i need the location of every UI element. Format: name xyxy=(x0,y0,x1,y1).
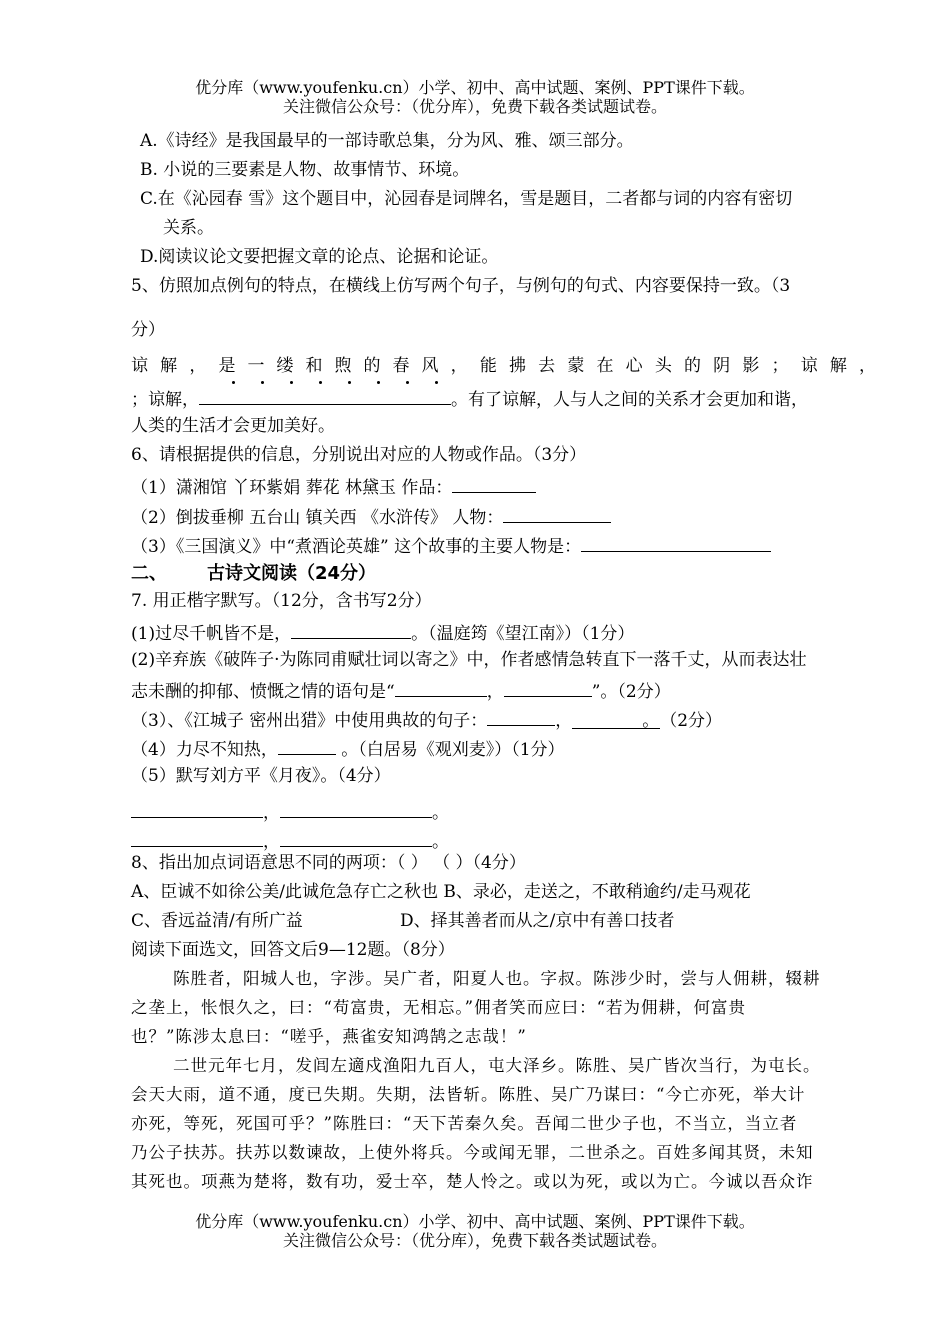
q7-item5-blank2[interactable] xyxy=(280,799,432,818)
q4-option-a: A.《诗经》是我国最早的一部诗歌总集，分为风、雅、颂三部分。 xyxy=(140,131,634,151)
q6-item3: （3）《三国演义》中“煮酒论英雄” 这个故事的主要人物是： xyxy=(131,533,771,558)
example-lead: 谅解， xyxy=(131,356,219,376)
page-header-line1: 优分库（www.youfenku.cn）小学、初中、高中试题、案例、PPT课件下载。 xyxy=(195,78,755,97)
section-heading: 二、 古诗文阅读（24分） xyxy=(131,563,377,584)
dotted-char: 煦 xyxy=(334,356,364,376)
q4-option-c-line1: C.在《沁园春 雪》这个题目中，沁园春是词牌名，雪是题目，二者都与词的内容有密切 xyxy=(140,189,793,209)
q4-option-d: D.阅读议论文要把握文章的论点、论据和论证。 xyxy=(140,247,499,267)
example-plain-phrase: 能拂去蒙在心头的阴影； xyxy=(479,356,801,376)
dotted-char: 春 xyxy=(392,356,422,376)
q7-item3-blank1[interactable] xyxy=(487,707,555,726)
passage-p1-line1: 陈胜者，阳城人也，字涉。吴广者，阳夏人也。字叔。陈涉少时，尝与人佣耕，辍耕 xyxy=(173,969,821,988)
passage-p1-line2: 之垄上，怅恨久之，曰：“苟富贵，无相忘。”佣者笑而应曰：“若为佣耕，何富贵 xyxy=(131,998,747,1017)
passage-p2-line3: 亦死，等死，死国可乎？”陈胜曰：“天下苦秦久矣。吾闻二世少子也，不当立，当立者 xyxy=(131,1114,798,1133)
q6-item2: （2）倒拔垂柳 五台山 镇关西 《水浒传》 人物： xyxy=(131,504,611,529)
example-tail: 谅解， xyxy=(800,356,889,376)
q7-item5-blank4[interactable] xyxy=(280,828,432,847)
q6-item3-blank[interactable] xyxy=(581,533,771,552)
dotted-char: 一 xyxy=(247,356,277,376)
dotted-char: 风 xyxy=(421,356,451,376)
q5-answer-line: ；谅解， 。有了谅解，人与人之间的关系才会更加和谐， xyxy=(131,386,808,411)
q7-item4-blank[interactable] xyxy=(278,736,336,755)
q7-item2-blank2[interactable] xyxy=(504,678,592,697)
q4-option-b: B. 小说的三要素是人物、故事情节、环境。 xyxy=(140,160,470,180)
q7-item5: （5）默写刘方平《月夜》。（4分） xyxy=(131,766,391,786)
q7-item2-line2: 志未酬的抑郁、愤慨之情的语句是“ ， ”。（2分） xyxy=(131,678,671,703)
q4-option-c-line2: 关系。 xyxy=(163,218,214,238)
dotted-char: 的 xyxy=(363,356,393,376)
passage-p2-line2: 会天大雨，道不通，度已失期。失期，法皆斩。陈胜、吴广乃谋曰：“今亡亦死，举大计 xyxy=(131,1085,806,1104)
page-footer-line2: 关注微信公众号：（优分库），免费下载各类试题试卷。 xyxy=(282,1231,667,1250)
q8-options-ab: A、臣诚不如徐公美/此诚危急存亡之秋也 B、录必，走送之，不敢稍逾约/走马观花 xyxy=(131,882,751,902)
q7-item2-line1: (2)辛弃族《破阵子·为陈同甫赋壮词以寄之》中，作者感情急转直下一落千丈，从而表达壮 xyxy=(131,650,807,670)
example-dotted-phrase xyxy=(219,356,480,376)
q5-stem-line1: 5、仿照加点例句的特点，在横线上仿写两个句子，与例句的句式、内容要保持一致。（3 xyxy=(131,276,791,296)
q5-answer-blank[interactable] xyxy=(199,386,451,405)
dotted-text xyxy=(219,356,480,376)
q5-stem-line2: 分） xyxy=(131,320,165,340)
q7-item1: (1)过尽千帆皆不是， 。（温庭筠《望江南》）（1分） xyxy=(131,620,634,645)
dotted-char: 和 xyxy=(305,356,335,376)
reading-instruction: 阅读下面选文，回答文后9—12题。（8分） xyxy=(131,940,455,960)
passage-p2-line1: 二世元年七月，发闾左適戍渔阳九百人，屯大泽乡。陈胜、吴广皆次当行，为屯长。 xyxy=(173,1056,821,1075)
q6-item2-blank[interactable] xyxy=(503,504,611,523)
q7-item2-blank1[interactable] xyxy=(395,678,487,697)
dotted-char: 是 xyxy=(218,356,248,376)
q7-item4: （4）力尽不知热， 。（白居易《观刈麦》）（1分） xyxy=(131,736,565,761)
q5-example-sentence xyxy=(131,355,888,377)
q8-option-d: D、择其善者而从之/京中有善口技者 xyxy=(400,911,675,931)
passage-p2-line5: 其死也。项燕为楚将，数有功，爱士卒，楚人怜之。或以为死，或以为亡。今诚以吾众诈 xyxy=(131,1172,814,1191)
q6-item1: （1）潇湘馆 丫环紫娟 葬花 林黛玉 作品： xyxy=(131,474,536,499)
q7-item5-blank1[interactable] xyxy=(131,799,263,818)
q7-stem: 7. 用正楷字默写。（12分，含书写2分） xyxy=(131,591,432,611)
q7-item1-blank[interactable] xyxy=(291,620,411,639)
page-header-line2: 关注微信公众号：（优分库），免费下载各类试题试卷。 xyxy=(282,97,667,116)
q7-item3: （3）、《江城子 密州出猎》中使用典故的句子： ， 。（2分） xyxy=(131,707,722,732)
q5-line3: 人类的生活才会更加美好。 xyxy=(131,416,335,436)
q7-item5-blank3[interactable] xyxy=(131,828,263,847)
q8-option-c: C、香远益清/有所广益 xyxy=(131,911,303,931)
passage-p2-line4: 乃公子扶苏。扶苏以数谏故，上使外将兵。今或闻无罪，二世杀之。百姓多闻其贤，未知 xyxy=(131,1143,814,1162)
passage-p1-line3: 也？”陈涉太息曰：“嗟乎，燕雀安知鸿鹄之志哉！” xyxy=(131,1027,527,1046)
q7-item5-blanks-row2: ， 。 xyxy=(131,828,449,853)
q6-item1-blank[interactable] xyxy=(452,474,536,493)
q7-item3-blank2[interactable]: 。 xyxy=(572,710,660,729)
q6-stem: 6、请根据提供的信息，分别说出对应的人物或作品。（3分） xyxy=(131,445,587,465)
dotted-char: 缕 xyxy=(276,356,306,376)
q8-stem: 8、指出加点词语意思不同的两项：（ ） （ ）（4分） xyxy=(131,853,526,873)
page-footer-line1: 优分库（www.youfenku.cn）小学、初中、高中试题、案例、PPT课件下载。 xyxy=(195,1212,755,1231)
dotted-char: ， xyxy=(450,356,480,376)
q7-item5-blanks-row1: ， 。 xyxy=(131,799,449,824)
